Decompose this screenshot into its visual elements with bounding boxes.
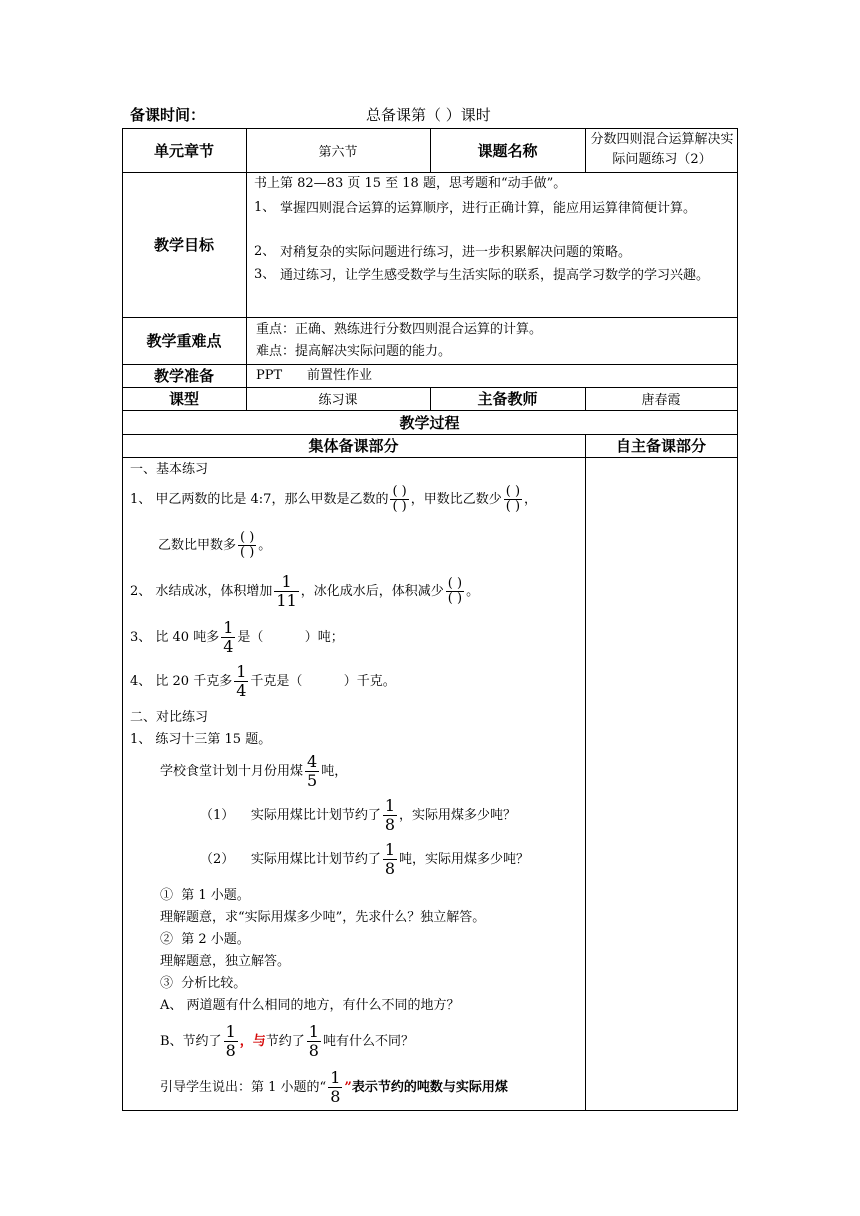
question-1: 1、 甲乙两数的比是 4:7，那么甲数是乙数的 $\frac{( )}{( )}$ ，甲数比乙数少 $\frac{( )}{( )}$ ， [130, 484, 538, 514]
step-1: ① 第 1 小题。 [160, 888, 250, 903]
goal-item: 通过练习，让学生感受数学与生活实际的联系，提高学习数学的学习兴趣。 [280, 268, 710, 283]
step-2: ② 第 2 小题。 [160, 932, 250, 947]
lesson-count-label: 总备课第（ ）课时 [366, 106, 491, 124]
goal-item: 掌握四则混合运算的运算顺序，进行正确计算，能应用运算律简便计算。 [280, 201, 697, 216]
question-3: 3、 比 40 吨多 $\frac{1}{4}$ 是（ ）吨； [130, 618, 344, 656]
prep-value: PPT 前置性作业 [256, 368, 372, 383]
collective-label: 集体备课部分 [308, 437, 399, 455]
prep-label: 教学准备 [153, 367, 214, 385]
type-label: 课型 [168, 390, 199, 408]
goal-item: 对稍复杂的实际问题进行练习，进一步积累解决问题的策略。 [280, 245, 632, 260]
unit-value: 第六节 [318, 144, 358, 160]
blank-fraction: $\frac{( )}{( )}$ [392, 484, 407, 514]
prep-time-label: 备课时间： [130, 106, 206, 124]
key-point: 重点：正确、熟练进行分数四则混合运算的计算。 [256, 322, 543, 337]
blank-fraction: $\frac{( )}{( )}$ [505, 484, 521, 514]
type-value: 练习课 [318, 393, 358, 408]
fraction-1-8: $\frac{1}{8}$ [384, 840, 396, 878]
question-1-cont: 乙数比甲数多 $\frac{( )}{( )}$ 。 [158, 530, 272, 560]
practice-1-q1: （1） 实际用煤比计划节约了 $\frac{1}{8}$ ，实际用煤多少吨？ [200, 796, 517, 834]
goal-number: 3、 [254, 267, 276, 282]
fraction-4-5: $\frac{4}{5}$ [307, 752, 318, 790]
step-a: A、 两道题有什么相同的地方，有什么不同的地方？ [160, 998, 460, 1013]
question-4: 4、 比 20 千克多 $\frac{1}{4}$ 千克是（ ）千克。 [130, 662, 396, 700]
title-value: 分数四则混合运算解决实际问题练习（2） [590, 132, 734, 167]
fraction-1-8: $\frac{1}{8}$ [225, 1022, 236, 1060]
page-header [130, 104, 750, 126]
process-label: 教学过程 [399, 413, 460, 432]
goals-intro: 书上第 82—83 页 15 至 18 题，思考题和“动手做”。 [254, 176, 567, 191]
section-basic: 一、基本练习 [130, 462, 209, 477]
goal-number: 2、 [254, 244, 276, 259]
difficulty-point: 难点：提高解决实际问题的能力。 [256, 344, 452, 359]
question-2: 2、 水结成冰，体积增加 $\frac{1}{11}$ ，冰化成水后，体积减少 $\frac{( )}{( )}$ 。 [130, 572, 480, 610]
fraction-1-4: $\frac{1}{4}$ [236, 662, 247, 700]
blank-fraction: $\frac{( )}{( )}$ [240, 530, 255, 560]
key-points-label: 教学重难点 [146, 332, 222, 350]
step-1-text: 理解题意，求“实际用煤多少吨”，先求什么？独立解答。 [160, 910, 486, 925]
step-2-text: 理解题意，独立解答。 [160, 954, 291, 969]
title-label: 课题名称 [477, 141, 538, 160]
fraction-1-4: $\frac{1}{4}$ [223, 618, 234, 656]
practice-1: 1、 练习十三第 15 题。 [130, 732, 272, 747]
step-b: B、节约了 $\frac{1}{8}$ ，与节约了 $\frac{1}{8}$ 吨有什么不同？ [160, 1022, 414, 1060]
self-label: 自主备课部分 [615, 437, 706, 455]
goals-label: 教学目标 [153, 236, 214, 254]
guide-text: 引导学生说出：第 1 小题的“ $\frac{1}{8}$ ”表示节约的吨数与实际用煤 [160, 1068, 508, 1106]
goal-number: 1、 [254, 200, 276, 215]
step-3: ③ 分析比较。 [160, 976, 247, 991]
practice-1-q2: （2） 实际用煤比计划节约了 $\frac{1}{8}$ 吨，实际用煤多少吨？ [200, 840, 530, 878]
fraction-1-8: $\frac{1}{8}$ [308, 1022, 319, 1060]
teacher-value: 唐春霞 [641, 393, 681, 408]
section-compare: 二、对比练习 [130, 710, 209, 725]
blank-fraction: $\frac{( )}{( )}$ [447, 576, 463, 606]
fraction-1-8: $\frac{1}{8}$ [330, 1068, 341, 1106]
fraction-1-11: $\frac{1}{11}$ [276, 572, 297, 610]
teacher-label: 主备教师 [477, 390, 538, 408]
fraction-1-8: $\frac{1}{8}$ [384, 796, 396, 834]
practice-1-stem: 学校食堂计划十月份用煤 $\frac{4}{5}$ 吨， [160, 752, 348, 790]
unit-label: 单元章节 [153, 141, 214, 160]
